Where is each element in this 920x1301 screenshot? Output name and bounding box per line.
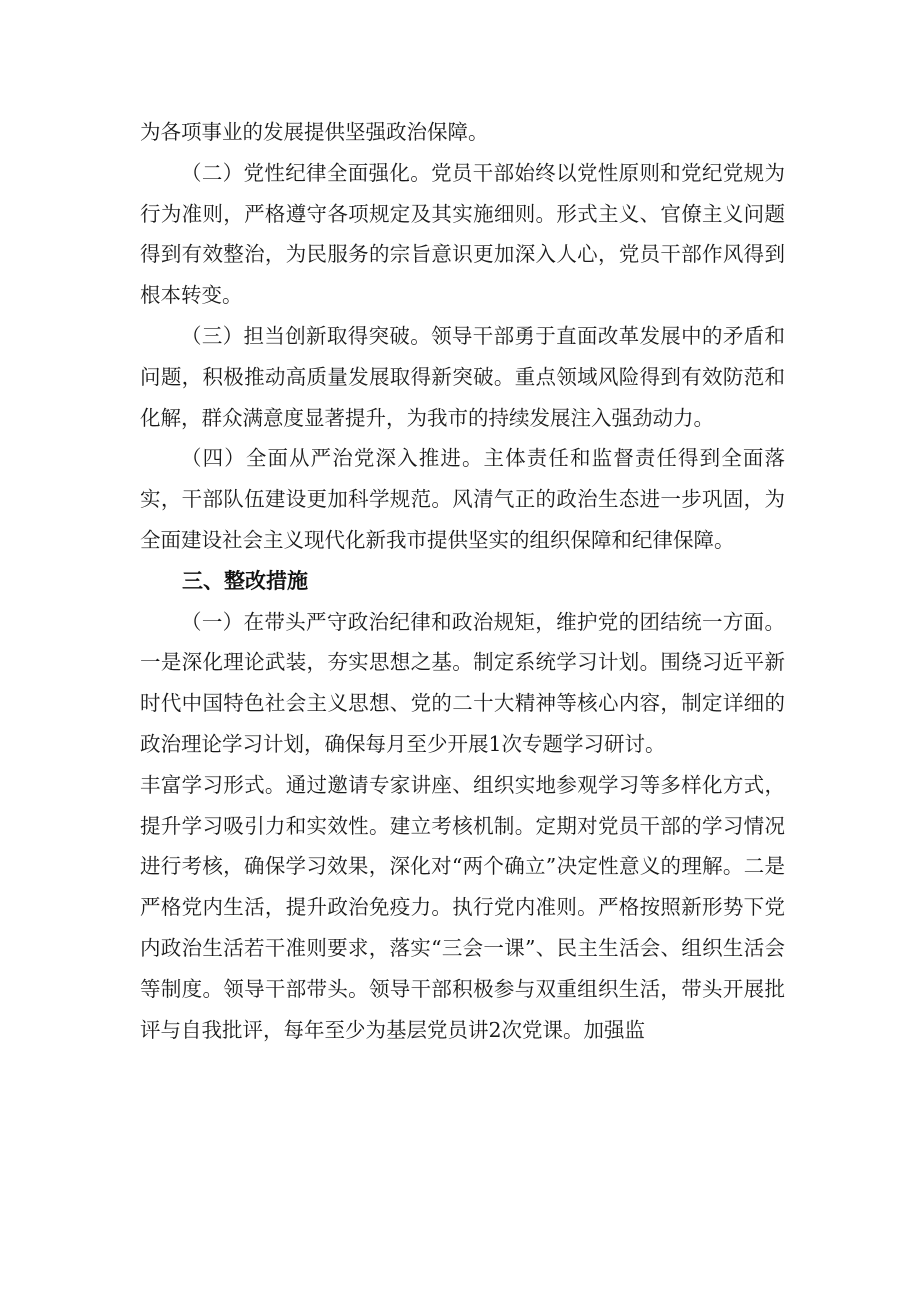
paragraph-continuation: 为各项事业的发展提供坚强政治保障。 — [140, 120, 489, 144]
paragraph-measure-one-continued: 丰富学习形式。通过邀请专家讲座、组织实地参观学习等多样化方式，提升学习吸引力和实效性。建立考核机制。定期对党员干部的学习情况进行考核，确保学习效果，深化对“两个确立”决定性意义的理解。二是严格党内生活，提升政治免疫力。执行党内准则。严格按照新形势下党内政治生活若干准则要求，落实“三会一课”、民主生活会、组织生活会等制度。领导干部带头。领导干部积极参与双重组织生活，带头开展批评与自我批评，每年至少为基层党员讲2次党课。加强监 — [140, 772, 785, 1042]
paragraph-innovation: （三）担当创新取得突破。领导干部勇于直面改革发展中的矛盾和问题，积极推动高质量发展取得新突破。重点领域风险得到有效防范和化解，群众满意度显著提升，为我市的持续发展注入强劲动力。 — [140, 323, 785, 430]
paragraph-strict-governance: （四）全面从严治党深入推进。主体责任和监督责任得到全面落实，干部队伍建设更加科学规范。风清气正的政治生态进一步巩固，为全面建设社会主义现代化新我市提供坚实的组织保障和纪律保障。 — [140, 446, 785, 552]
document-body — [140, 112, 785, 1050]
paragraph-party-discipline: （二）党性纪律全面强化。党员干部始终以党性原则和党纪党规为行为准则，严格遵守各项规定及其实施细则。形式主义、官僚主义问题得到有效整治，为民服务的宗旨意识更加深入人心，党员干部作风得到根本转变。 — [140, 160, 785, 308]
section-heading-rectification-measures: 三、整改措施 — [182, 568, 308, 593]
paragraph-measure-one: （一）在带头严守政治纪律和政治规矩，维护党的团结统一方面。一是深化理论武装，夯实思想之基。制定系统学习计划。围绕习近平新时代中国特色社会主义思想、党的二十大精神等核心内容，制定详细的政治理论学习计划，确保每月至少开展1次专题学习研讨。 — [140, 609, 785, 756]
